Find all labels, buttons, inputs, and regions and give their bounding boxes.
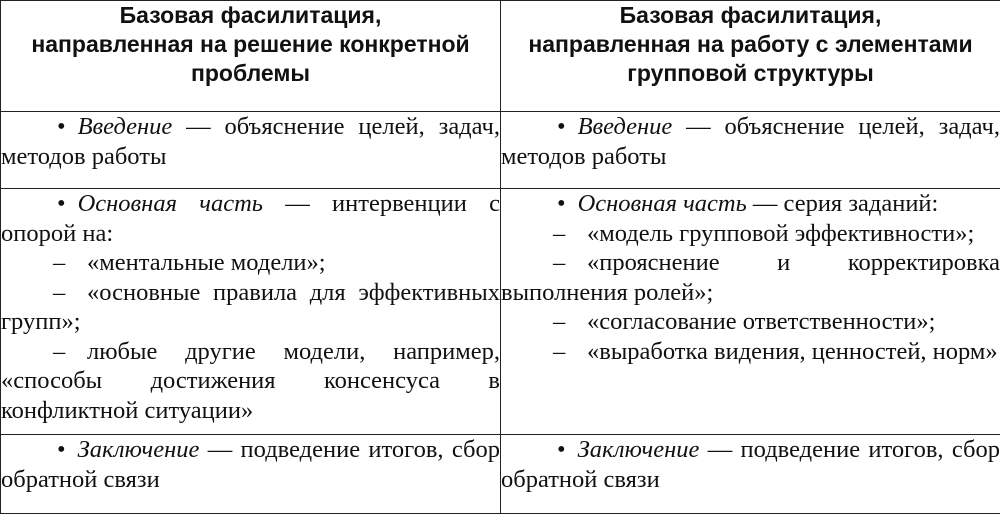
dash-icon: – bbox=[553, 307, 577, 337]
left-sub-item-3 bbox=[1, 337, 500, 426]
right-conclusion-text: — подведение итогов, сбор обратной связи bbox=[501, 436, 1000, 493]
right-main-term: Основная часть bbox=[578, 190, 747, 217]
left-main-cell bbox=[1, 189, 501, 435]
bullet-icon: • bbox=[557, 113, 566, 140]
dash-icon: – bbox=[53, 278, 77, 308]
left-sub-item-text: «основные правила для эффективных групп»; bbox=[1, 279, 500, 336]
left-intro-term: Введение bbox=[78, 113, 173, 140]
right-header-line-3: групповой структуры bbox=[501, 59, 1000, 88]
right-conclusion-cell bbox=[501, 435, 1000, 514]
left-main-text: — интервенции с опорой на: bbox=[1, 190, 500, 247]
left-header-line-3: проблемы bbox=[1, 59, 500, 88]
dash-icon: – bbox=[553, 337, 577, 367]
left-conclusion-text: — подведение итогов, сбор обратной связи bbox=[1, 436, 500, 493]
right-conclusion-term: Заключение bbox=[578, 436, 700, 463]
right-conclusion-item bbox=[501, 435, 1000, 494]
left-sub-item-text: «ментальные модели»; bbox=[87, 249, 326, 276]
dash-icon: – bbox=[553, 248, 577, 278]
right-intro-term: Введение bbox=[578, 113, 673, 140]
right-header-line-2: направленная на работу с элементами bbox=[501, 30, 1000, 59]
left-column-header bbox=[1, 1, 501, 112]
left-sub-item-2 bbox=[1, 278, 500, 337]
right-intro-cell bbox=[501, 112, 1000, 189]
bullet-icon: • bbox=[557, 436, 566, 463]
left-conclusion-cell bbox=[1, 435, 501, 514]
left-sub-item-text: любые другие модели, например, «способы достижения консенсуса в конфликтной ситуации» bbox=[1, 338, 500, 424]
left-conclusion-item bbox=[1, 435, 500, 494]
right-sub-item-text: «модель групповой эффективности»; bbox=[587, 220, 974, 247]
right-header-line-1: Базовая фасилитация, bbox=[501, 1, 1000, 30]
right-sub-item-text: «прояснение и корректировка выполнения ролей»; bbox=[501, 249, 1000, 306]
bullet-icon: • bbox=[57, 113, 66, 140]
left-intro-text: — объяснение целей, задач, методов работы bbox=[1, 113, 500, 170]
left-conclusion-term: Заключение bbox=[78, 436, 200, 463]
right-main-cell bbox=[501, 189, 1000, 435]
dash-icon: – bbox=[553, 219, 577, 249]
right-main-text: — серия заданий: bbox=[747, 190, 939, 217]
bullet-icon: • bbox=[57, 436, 66, 463]
dash-icon: – bbox=[53, 337, 77, 367]
right-sub-item-2 bbox=[501, 248, 1000, 307]
bullet-icon: • bbox=[57, 190, 66, 217]
left-sub-item-1 bbox=[1, 248, 500, 278]
left-intro-cell bbox=[1, 112, 501, 189]
right-intro-text: — объяснение целей, задач, методов работы bbox=[501, 113, 1000, 170]
bullet-icon: • bbox=[557, 190, 566, 217]
right-intro-item bbox=[501, 112, 1000, 171]
left-intro-item bbox=[1, 112, 500, 171]
right-sub-item-1 bbox=[501, 219, 1000, 249]
left-main-item bbox=[1, 189, 500, 248]
right-sub-item-4 bbox=[501, 337, 1000, 367]
right-main-item bbox=[501, 189, 1000, 219]
left-main-term: Основная часть bbox=[78, 190, 263, 217]
dash-icon: – bbox=[53, 248, 77, 278]
left-header-line-2: направленная на решение конкретной bbox=[1, 30, 500, 59]
header-row bbox=[1, 1, 1000, 112]
right-sub-item-text: «выработка видения, ценностей, норм» bbox=[587, 338, 998, 365]
right-column-header bbox=[501, 1, 1000, 112]
right-sub-item-text: «согласование ответственности»; bbox=[587, 308, 935, 335]
right-sub-item-3 bbox=[501, 307, 1000, 337]
intro-row bbox=[1, 112, 1000, 189]
left-header-line-1: Базовая фасилитация, bbox=[1, 1, 500, 30]
conclusion-row bbox=[1, 435, 1000, 514]
main-row bbox=[1, 189, 1000, 435]
